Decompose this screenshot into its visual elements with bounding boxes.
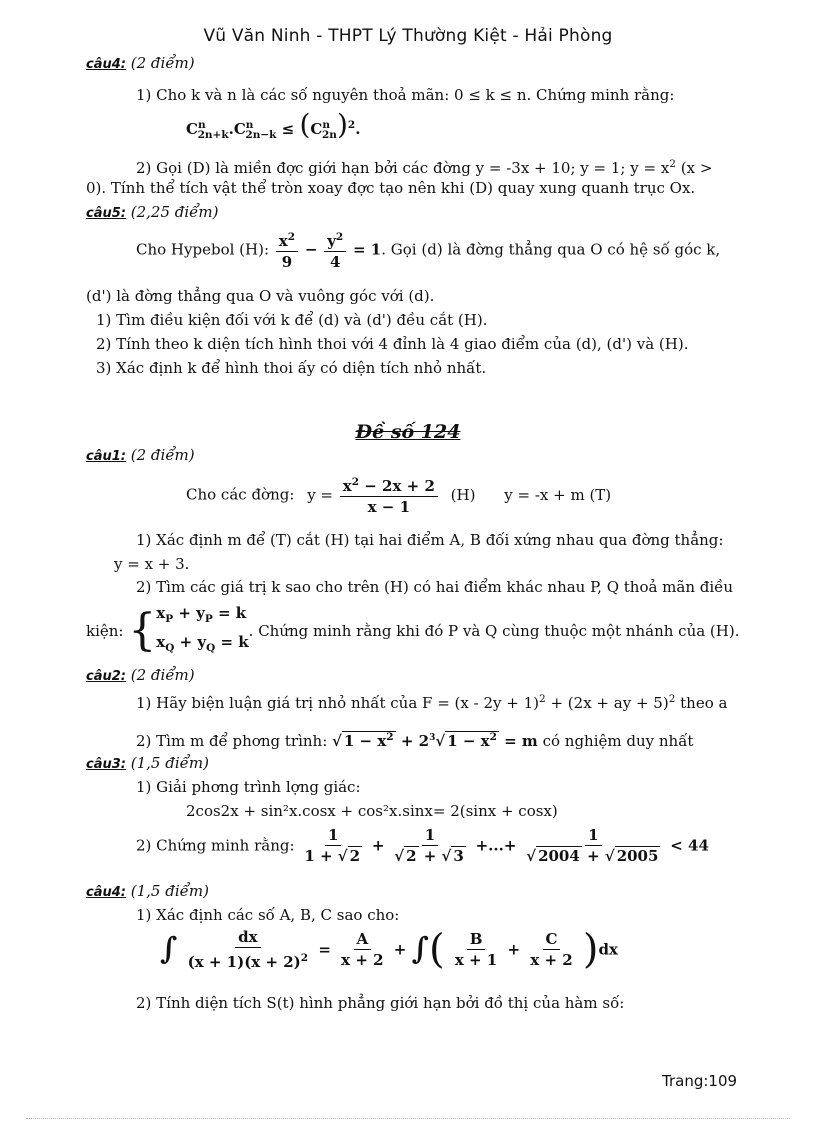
question-label: câu4: xyxy=(86,57,126,72)
question-label: câu3: xyxy=(86,757,126,772)
fraction-B: $\frac{B}{x + 1}$ xyxy=(454,930,498,969)
de-question-1-part-1: 1) Xác định m để (T) cắt (H) tại hai điểm A, B đối xứng nhau qua đờng thẳng: xyxy=(136,531,724,549)
hyperbola-statement-cont: (d') là đờng thẳng qua O và vuông góc với (d). xyxy=(86,287,435,305)
de-question-2-part-1: 1) Hãy biện luận giá trị nhỏ nhất của $F = (x - 2y + 1)^2 + (2x$ + ay + 5)$^2$ theo a xyxy=(136,693,728,712)
question-points: (1,5 điểm) xyxy=(130,882,209,900)
binomial-inequality-formula: $C^n_{2n+k}.C^n_{2n-k} \le (C^n_{2n})^2$. xyxy=(186,108,361,141)
question-5-item-3: 3) Xác định k để hình thoi ấy có diện tích nhỏ nhất. xyxy=(96,359,487,377)
question-points: (2 điểm) xyxy=(130,54,195,72)
fraction-x2-9: $\frac{x^2}{9}$ xyxy=(276,228,298,271)
de-question-2-part-2: 2) Tìm m để phơng trình: √ $1 - x^2 + 2^3√$ $1 - x^2 = m$ có nghiệm duy nhất xyxy=(136,731,694,750)
fraction-y2-4: $\frac{y^2}{4}$ xyxy=(324,228,346,271)
footer-divider xyxy=(26,1118,790,1119)
question-points: (2 điểm) xyxy=(130,666,195,684)
fraction-sum-term-2: $\frac{1}{√ 2 + √ 3}$ xyxy=(394,826,464,865)
de-question-3-part-2: 2) Chứng minh rằng: $\frac{1}{1 + √ 2}$ + $\frac{1}{√ 2 + √ 3}$ +...+ $\frac{1}{√ 2004 + √ 2005}$ < 44 xyxy=(136,826,709,865)
integral-decomposition: ∫ $\frac{dx}{(x + 1)(x + 2)^2}$ = $\frac{A}{x + 2}$ + ∫( $\frac{B}{x + 1}$ + $\frac{C}{x + 2}$ )dx xyxy=(160,926,618,973)
hyperbola-statement: Cho Hypebol (H): $\frac{x^2}{9}$ − $\frac{y^2}{4}$ = 1. Gọi (d) là đờng thẳng qua O có hệ số góc k, xyxy=(136,228,720,271)
trig-equation: 2cos2x + sin²x.cosx + cos²x.sinx= 2(sinx + cosx) xyxy=(186,802,558,820)
de-question-2-heading xyxy=(86,666,195,686)
system-of-conditions: kiện: { $x_P + y_P = k$ $x_Q + y_Q = k$ . Chứng minh rằng khi đó P và Q cùng thuộc một nhánh của (H). xyxy=(86,604,740,656)
question-points: (1,5 điểm) xyxy=(130,754,209,772)
question-label: câu1: xyxy=(86,449,126,464)
fraction-sum-term-1: $\frac{1}{1 + √ 2}$ xyxy=(304,826,361,865)
de-question-1-heading xyxy=(86,446,195,466)
curves-definition: Cho các đờng: y = $\frac{x^2 - 2x + 2}{x - 1}$ (H) y = -x + m (T) xyxy=(186,473,611,516)
question-5-item-2: 2) Tính theo k diện tích hình thoi với 4 đỉnh là 4 giao điểm của (d), (d') và (H). xyxy=(96,335,689,353)
de-question-1-part-1-cont: y = x + 3. xyxy=(114,555,190,573)
question-label: câu5: xyxy=(86,206,126,221)
de-question-3-heading xyxy=(86,754,209,774)
question-label: câu4: xyxy=(86,885,126,900)
de-question-3-part-1: 1) Giải phơng trình lợng giác: xyxy=(136,778,361,796)
question-4-heading xyxy=(86,54,195,74)
de-question-4-part-2: 2) Tính diện tích S(t) hình phẳng giới hạn bởi đồ thị của hàm số: xyxy=(136,994,625,1012)
exam-title: Đề số 124 xyxy=(355,421,461,443)
question-4-part-2-cont: 0). Tính thể tích vật thể tròn xoay đợc tạo nên khi (D) quay xung quanh trục Ox. xyxy=(86,179,696,197)
page-header: Vũ Văn Ninh - THPT Lý Thường Kiệt - Hải Phòng xyxy=(203,26,613,46)
de-question-4-part-1: 1) Xác định các số A, B, C sao cho: xyxy=(136,906,400,924)
question-4-part-2: 2) Gọi (D) là miền đợc giới hạn bởi các đờng y = -3x + 10; y = 1; $y = x^2$ (x > xyxy=(136,158,713,177)
fraction-sum-term-last: $\frac{1}{√ 2004 + √ 2005}$ xyxy=(526,826,659,865)
question-5-item-1: 1) Tìm điều kiện đối với k để (d) và (d') đều cắt (H). xyxy=(96,311,488,329)
question-points: (2 điểm) xyxy=(130,446,195,464)
fraction-rational-function: $\frac{x^2 - 2x + 2}{x - 1}$ xyxy=(340,473,438,516)
page-number: Trang:109 xyxy=(662,1072,738,1090)
fraction-integrand: $\frac{dx}{(x + 1)(x + 2)^2}$ xyxy=(187,928,309,971)
de-question-1-part-2: 2) Tìm các giá trị k sao cho trên (H) có hai điểm khác nhau P, Q thoả mãn điều xyxy=(136,578,734,596)
question-5-heading xyxy=(86,203,219,223)
fraction-A: $\frac{A}{x + 2}$ xyxy=(341,930,384,969)
fraction-C: $\frac{C}{x + 2}$ xyxy=(530,930,573,969)
question-points: (2,25 điểm) xyxy=(130,203,219,221)
radical-equation: √ $1 - x^2 + 2^3√$ $1 - x^2 = m$ xyxy=(332,731,538,750)
question-4-part-1: 1) Cho k và n là các số nguyên thoả mãn: 0 ≤ k ≤ n. Chứng minh rằng: xyxy=(136,86,675,104)
question-label: câu2: xyxy=(86,669,126,684)
de-question-4-heading xyxy=(86,882,209,902)
